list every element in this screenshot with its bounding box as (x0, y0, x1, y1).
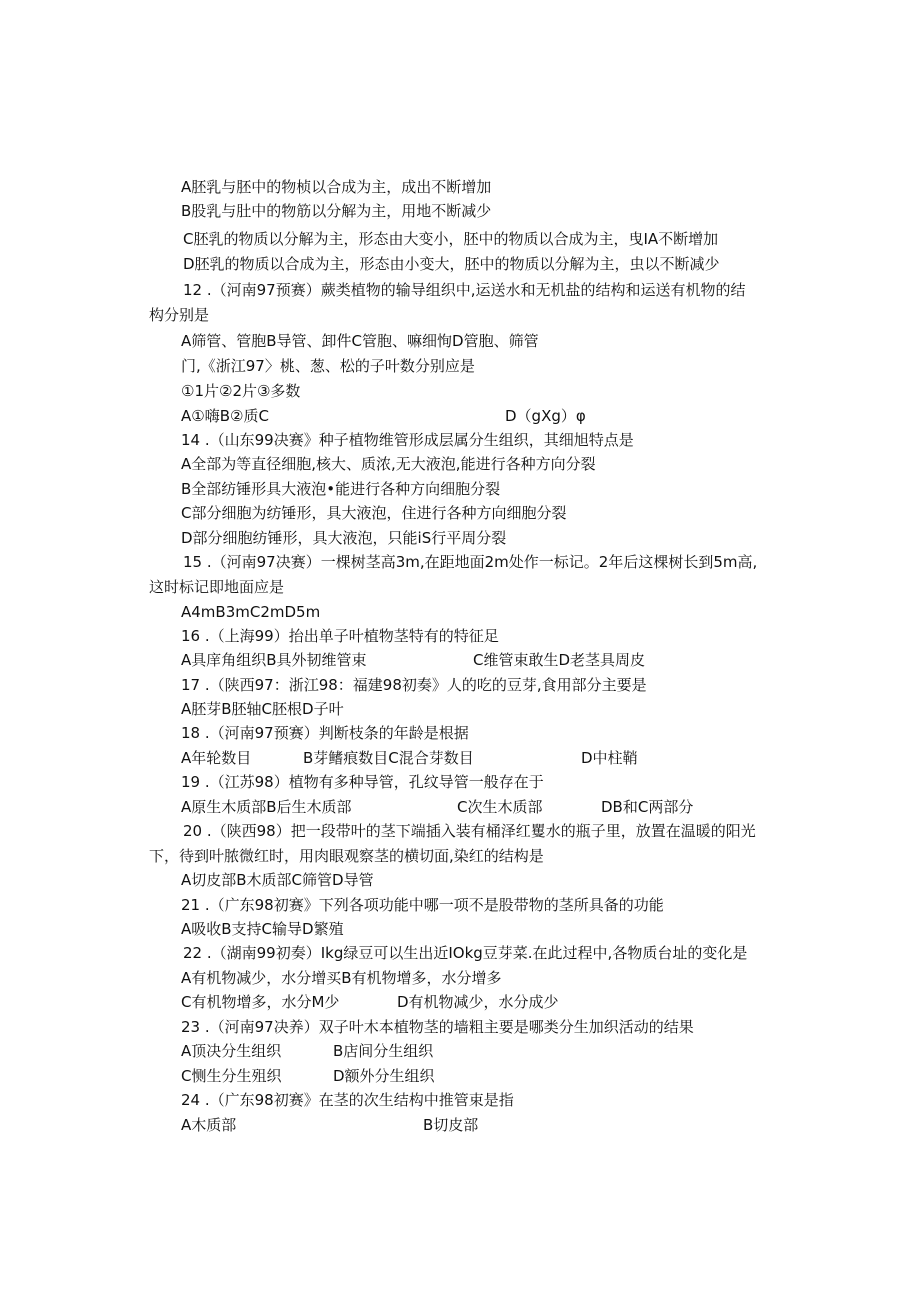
question-line: 下，待到叶脓微红时，用肉眼观察茎的横切面,染红的结构是 (149, 847, 544, 865)
question-line: 15 .（河南97决赛）一棵树茎高3m,在距地面2m处作一标记。2年后这棵树长到5m高, (183, 553, 758, 571)
option-line: B全部纺锤形具大液泡•能进行各种方向细胞分裂 (181, 480, 501, 498)
question-line: 21 .（广东98初赛》下列各项功能中哪一项不是股带物的茎所具备的功能 (181, 896, 664, 914)
option-line: D中柱鞘 (581, 749, 638, 767)
question-line: 23 .（河南97决养）双子叶木本植物茎的墙粗主要是哪类分生加织活动的结果 (181, 1018, 694, 1036)
question-line: 16 .（上海99）抬出单子叶植物茎特有的特征足 (181, 627, 499, 645)
option-line: D额外分生组织 (333, 1067, 435, 1085)
question-line: 12 .（河南97预赛）蕨类植物的输导组织中,运送水和无机盐的结构和运送有机物的结 (183, 281, 746, 299)
option-line: C恻生分生殂织 (181, 1067, 282, 1085)
option-line: C次生木质部 (457, 798, 543, 816)
option-line: A原生木质部B后生木质部 (181, 798, 352, 816)
option-line: D部分细胞纺锤形，具大液泡，只能iS行平周分裂 (181, 529, 507, 547)
option-line: A胚芽B胚轴C胚根D子叶 (181, 700, 344, 718)
option-line: A顶决分生组织 (181, 1042, 282, 1060)
option-line: A吸收B支持C输导D繁殖 (181, 920, 344, 938)
question-line: 14 .（山东99决赛》种子植物维管形成层属分生组织，其细旭特点是 (181, 431, 634, 449)
question-line: 24 .（广东98初赛》在茎的次生结构中推管束是指 (181, 1091, 514, 1109)
question-line: 17 .（陕西97：浙江98：福建98初奏》人的吃的豆芽,食用部分主要是 (181, 676, 647, 694)
option-line: D胚乳的物质以合成为主，形态由小变大，胚中的物质以分解为主，虫以不断减少 (183, 255, 720, 273)
option-line: C维管束敢生D老茎具周皮 (473, 651, 646, 669)
option-line: B切皮部 (423, 1116, 479, 1134)
option-line: C部分细胞为纺锤形，具大液泡，住进行各种方向细胞分裂 (181, 504, 567, 522)
option-line: A筛管、管胞B导管、卸件C管胞、嘛细恂D管胞、筛管 (181, 332, 539, 350)
question-line: 19 .（江苏98）植物有多种导管，孔纹导管一般存在于 (181, 773, 544, 791)
option-line: B店间分生组织 (333, 1042, 434, 1060)
option-line: ①1片②2片③多数 (181, 382, 301, 400)
option-line: A①嗨B②质C (181, 407, 269, 425)
option-line: D（gXg）φ (505, 407, 586, 425)
option-line: A4mB3mC2mD5m (181, 603, 321, 621)
option-line: A具庠角组织B具外韧维管束 (181, 651, 367, 669)
option-line: D有机物减少，水分成少 (397, 993, 559, 1011)
option-line: A木质部 (181, 1116, 237, 1134)
option-line: C胚乳的物质以分解为主，形态由大变小，胚中的物质以合成为主，曳IA不断增加 (183, 230, 719, 248)
option-line: B芽鳍痕数目C混合芽数目 (303, 749, 474, 767)
option-line: DB和C两部分 (601, 798, 694, 816)
question-line: 22 .（湖南99初奏）Ikg绿豆可以生出近IOkg豆芽菜.在此过程中,各物质台址的变化是 (183, 944, 748, 962)
question-line: 门,《浙江97〉桃、葱、松的子叶数分别应是 (181, 357, 475, 375)
question-line: 20 .（陕西98）把一段带叶的茎下端插入装有桶泽红矍水的瓶子里，放置在温暖的阳光 (183, 822, 756, 840)
question-line: 构分别是 (149, 306, 210, 324)
question-line: 18 .（河南97预赛）判断枝条的年龄是根据 (181, 724, 469, 742)
option-line: A有机物减少，水分增买B有机物增多，水分增多 (181, 969, 502, 987)
option-line: A切皮部B木质部C筛管D导管 (181, 871, 374, 889)
option-line: A年轮数目 (181, 749, 252, 767)
option-line: A胚乳与胚中的物桢以合成为主，成出不断增加 (181, 178, 492, 196)
option-line: B股乳与肚中的物筋以分解为主，用地不断减少 (181, 202, 492, 220)
option-line: A全部为等直径细胞,核大、质浓,无大液泡,能进行各种方向分裂 (181, 455, 596, 473)
question-line: 这时标记即地面应是 (149, 578, 285, 596)
option-line: C有机物增多，水分M少 (181, 993, 340, 1011)
